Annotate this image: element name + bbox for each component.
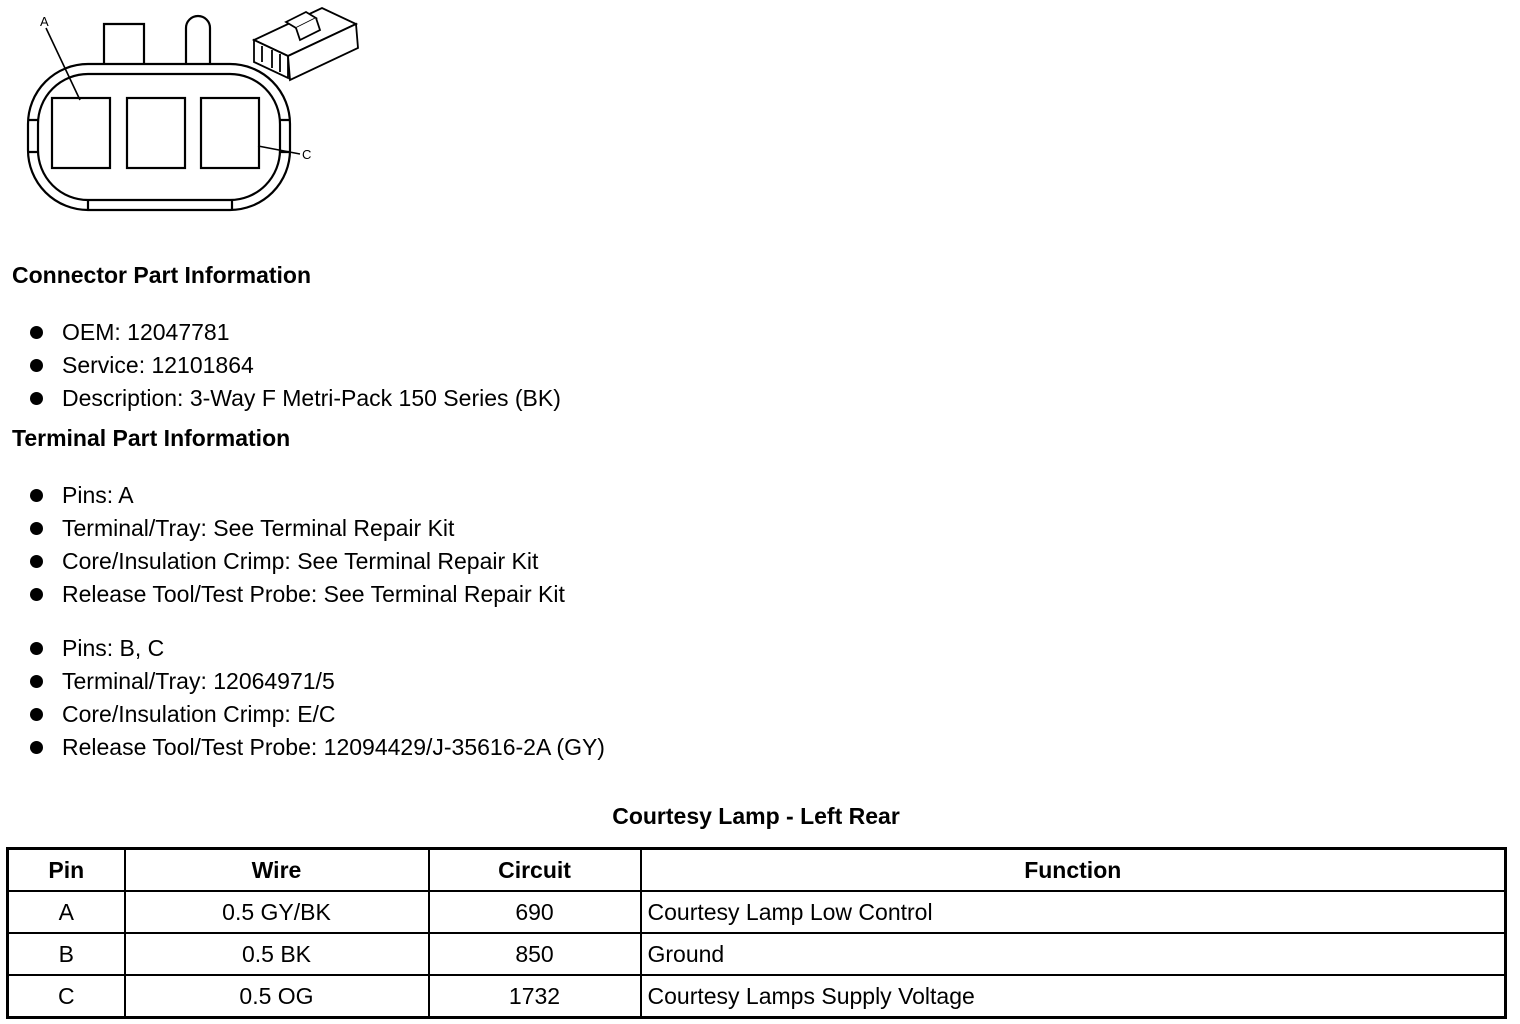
- list-item: [30, 698, 605, 731]
- cell-pin: B: [8, 933, 125, 975]
- table-header-row: [8, 849, 1506, 892]
- bullet-icon: [30, 741, 43, 754]
- list-item: [30, 731, 605, 764]
- terminal-tray: Terminal/Tray: 12064971/5: [62, 668, 335, 694]
- terminal-part-list-pins-b-c: [30, 632, 605, 764]
- column-header-pin: Pin: [8, 849, 125, 892]
- table-row: [8, 891, 1506, 933]
- connector-lock-tab: [186, 16, 210, 70]
- cell-function: Courtesy Lamps Supply Voltage: [641, 975, 1506, 1018]
- pin-a-callout: A: [40, 14, 49, 29]
- list-item: [30, 545, 565, 578]
- list-item: [30, 632, 605, 665]
- cell-function: Ground: [641, 933, 1506, 975]
- bullet-icon: [30, 642, 43, 655]
- cell-pin: A: [8, 891, 125, 933]
- cell-wire: 0.5 OG: [125, 975, 429, 1018]
- terminal-crimp: Core/Insulation Crimp: See Terminal Repair Kit: [62, 548, 539, 574]
- pin-c-callout: C: [302, 147, 312, 162]
- list-item: [30, 479, 565, 512]
- bullet-icon: [30, 359, 43, 372]
- list-item: [30, 349, 561, 382]
- column-header-circuit: Circuit: [429, 849, 641, 892]
- bullet-icon: [30, 522, 43, 535]
- table-row: [8, 933, 1506, 975]
- bullet-icon: [30, 489, 43, 502]
- connector-oem: OEM: 12047781: [62, 319, 230, 345]
- connector-part-list: [30, 316, 561, 415]
- cell-function: Courtesy Lamp Low Control: [641, 891, 1506, 933]
- bullet-icon: [30, 326, 43, 339]
- cell-circuit: 690: [429, 891, 641, 933]
- terminal-crimp: Core/Insulation Crimp: E/C: [62, 701, 336, 727]
- terminal-tray: Terminal/Tray: See Terminal Repair Kit: [62, 515, 455, 541]
- bullet-icon: [30, 588, 43, 601]
- column-header-wire: Wire: [125, 849, 429, 892]
- table-title: Courtesy Lamp - Left Rear: [612, 803, 900, 829]
- connector-description: Description: 3-Way F Metri-Pack 150 Series (BK): [62, 385, 561, 411]
- connector-outer-shell: [28, 64, 290, 210]
- pinout-table: [6, 847, 1507, 1019]
- list-item: [30, 382, 561, 415]
- bullet-icon: [30, 555, 43, 568]
- list-item: [30, 316, 561, 349]
- list-item: [30, 512, 565, 545]
- terminal-release-tool: Release Tool/Test Probe: 12094429/J-35616-2A (GY): [62, 734, 605, 760]
- bullet-icon: [30, 708, 43, 721]
- table-row: [8, 975, 1506, 1018]
- cell-pin: C: [8, 975, 125, 1018]
- terminal-part-list-pin-a: [30, 479, 565, 611]
- cell-circuit: 850: [429, 933, 641, 975]
- connector-isometric-icon: [254, 8, 358, 80]
- cell-wire: 0.5 GY/BK: [125, 891, 429, 933]
- terminal-release-tool: Release Tool/Test Probe: See Terminal Repair Kit: [62, 581, 565, 607]
- connector-part-heading: Connector Part Information: [12, 262, 312, 288]
- connector-service: Service: 12101864: [62, 352, 254, 378]
- terminal-pins: Pins: A: [62, 482, 134, 508]
- terminal-part-heading: Terminal Part Information: [12, 425, 291, 451]
- terminal-pins: Pins: B, C: [62, 635, 165, 661]
- column-header-function: Function: [641, 849, 1506, 892]
- bullet-icon: [30, 392, 43, 405]
- cell-circuit: 1732: [429, 975, 641, 1018]
- list-item: [30, 578, 565, 611]
- bullet-icon: [30, 675, 43, 688]
- connector-face-diagram: [0, 0, 380, 225]
- cell-wire: 0.5 BK: [125, 933, 429, 975]
- list-item: [30, 665, 605, 698]
